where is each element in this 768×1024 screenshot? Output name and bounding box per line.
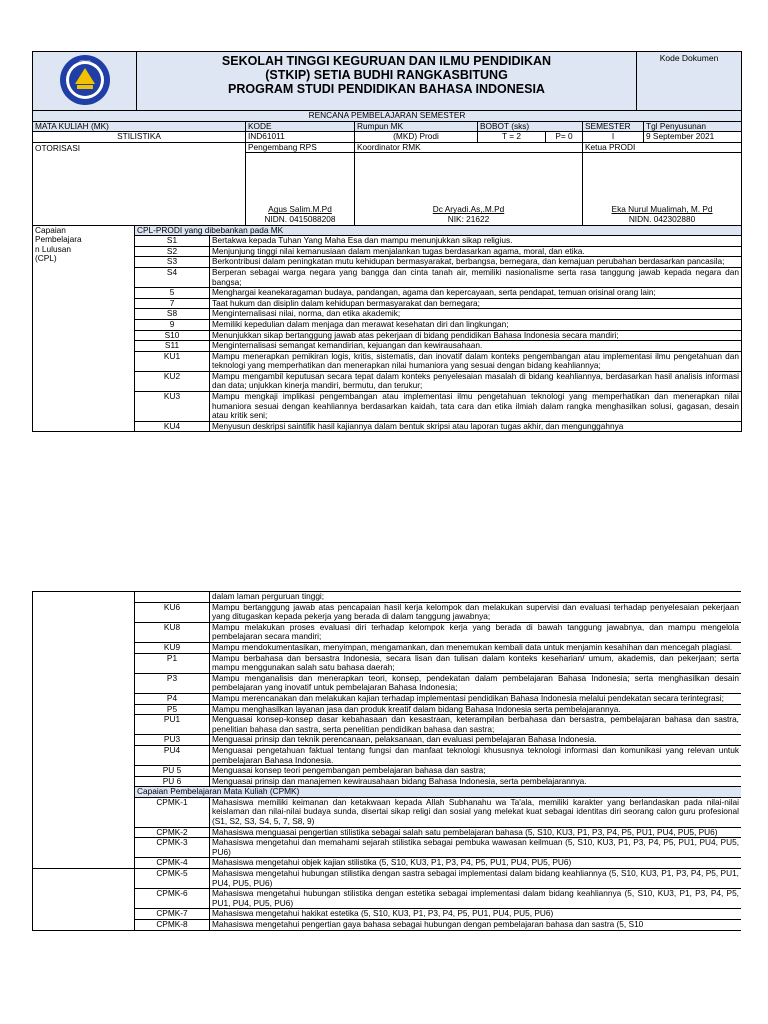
signature-space-2 (355, 153, 583, 206)
cpl-item-code: KU4 (135, 421, 210, 432)
cpl-item-code: P5 (135, 704, 210, 715)
cpl-item-row (33, 653, 742, 673)
cpmk-item-description: Mahasiswa menguasai pengertian stilistika sebagai salah satu pembelajaran bahasa (5, S10, KU3, P1, P3, P4, P5, PU1, PU4, PU5, PU6) (210, 827, 742, 838)
cpl-item-code: KU6 (135, 602, 210, 622)
bobot-p-value: P= 0 (546, 132, 583, 143)
title-line-3: PROGRAM STUDI PENDIDIKAN BAHASA INDONESIA (228, 82, 545, 96)
cpl-item-description: Menginternalisasi semangat kemandirian, kejuangan dan kewirausahaan. (210, 341, 742, 352)
mk-value: STILISTIKA (33, 132, 246, 143)
document-page-1 (32, 51, 741, 527)
cpl-item-description: Bertakwa kepada Tuhan Yang Maha Esa dan mampu menunjukkan sikap religius. (210, 236, 742, 247)
rps-info-table (32, 111, 742, 226)
ketua-nidn: NIDN. 042302880 (628, 213, 696, 224)
pengembang-signature (246, 205, 355, 225)
otorisasi-label: OTORISASI (33, 142, 246, 225)
cpl-item-row (33, 267, 742, 287)
cpl-item-code: S10 (135, 330, 210, 341)
cpmk-item-code: CPMK-6 (135, 889, 210, 909)
stkip-logo-icon (59, 54, 111, 106)
cpl-item-code: KU8 (135, 622, 210, 642)
rumpun-value: (MKD) Prodi (355, 132, 478, 143)
cpl-item-row (33, 766, 742, 777)
kode-value: IND61011 (246, 132, 355, 143)
title-line-1: SEKOLAH TINGGI KEGURUAN DAN ILMU PENDIDIKAN (221, 54, 552, 68)
cpl-table-page-2 (32, 591, 741, 931)
cpl-item-description: Mampu berbahasa dan bersastra Indonesia, secara lisan dan tulisan dalam konteks keseharian/ umum, akademis, dan pekerjaan; serta mampu menggunakan salah satu bahasa daerah; (210, 653, 742, 673)
cpmk-item-description: Mahasiswa mengetahui objek kajian stilistika (5, S10, KU3, P1, P3, P4, P5, PU1, PU4, PU5, PU6) (210, 858, 742, 869)
pengembang-nidn: NIDN. 0415088208 (264, 213, 336, 224)
cpmk-item-row (33, 838, 742, 858)
cpmk-item-row (33, 797, 742, 827)
cpl-item-code: PU3 (135, 735, 210, 746)
cpl-item-row (33, 330, 742, 341)
cpl-item-code: KU1 (135, 351, 210, 371)
cpl-item-code: S4 (135, 267, 210, 287)
cpl-item-code: S2 (135, 246, 210, 257)
cpmk-item-code: CPMK-5 (135, 869, 210, 889)
cpl-item-code: PU 5 (135, 766, 210, 777)
cpl-item-code: 7 (135, 298, 210, 309)
cpl-item-description: dalam laman perguruan tinggi; (210, 592, 742, 603)
cpl-header: CPL-PRODI yang dibebankan pada MK (135, 226, 742, 236)
institution-title (137, 52, 637, 111)
cpl-item-description: Berperan sebagai warga negara yang bangga dan cinta tanah air, memiliki nasionalisme serta rasa tanggung jawab kepada negara dan bangsa; (210, 267, 742, 287)
semester-value: I (583, 132, 644, 143)
cpl-item-row (33, 776, 742, 787)
header-table (32, 51, 742, 111)
rps-title: RENCANA PEMBELAJARAN SEMESTER (33, 111, 742, 121)
cpl-item-description: Mampu melakukan proses evaluasi diri terhadap kelompok kerja yang berada di bawah tanggung jawabnya, dan mampu mengelola pembelajaran secara mandiri; (210, 622, 742, 642)
cpmk-item-code: CPMK-4 (135, 858, 210, 869)
cpl-item-description: Menghargai keanekaragaman budaya, pandangan, agama dan kepercayaan, serta pendapat, temuan orisinal orang lain; (210, 288, 742, 299)
cpl-item-description: Menguasai prinsip dan teknik perencanaan, pelaksanaan, dan evaluasi pembelajaran Bahasa Indonesia. (210, 735, 742, 746)
cpmk-item-description: Mahasiswa mengetahui hubungan stilistika dengan sastra sebagai implementasi dalam bidang keahliannya (5, S10, KU3, P1, P3, P4, P5, PU1, PU4, PU5, PU6) (210, 869, 742, 889)
cpmk-item-row (33, 869, 742, 889)
pengembang-label: Pengembang RPS (246, 142, 355, 153)
cpmk-item-row (33, 827, 742, 838)
cpl-item-code: PU 6 (135, 776, 210, 787)
cpl-item-row (33, 622, 742, 642)
mk-header: MATA KULIAH (MK) (33, 121, 246, 132)
cpl-item-row (33, 673, 742, 693)
cpl-item-description: Mampu mengkaji implikasi pengembangan atau implementasi ilmu pengetahuan teknologi yang memperhatikan dan menerapkan nilai humaniora sesuai dengan keahliannya berdasarkan kaidah, tata cara dan etika ilmiah dalam rangka menghasilkan solusi, gagasan, desain atau kritik seni; (210, 392, 742, 422)
ketua-name: Eka Nurul Mualimah, M. Pd (611, 205, 713, 215)
cpmk-item-row (33, 920, 742, 931)
cpl-item-description: Menjunjung tinggi nilai kemanusiaan dalam menjalankan tugas berdasarkan agama, moral, dan etika. (210, 246, 742, 257)
cpl-item-description: Mampu mendokumentasikan, menyimpan, mengamankan, dan menemukan kembali data untuk menjamin kesahihan dan mencegah plagiasi. (210, 642, 742, 653)
koordinator-name: Dc Aryadi.As,.M.Pd (432, 205, 505, 215)
cpl-item-description: Menguasai pengetahuan faktual tentang fungsi dan manfaat teknologi khususnya teknologi informasi dan komunikasi yang relevan untuk pembelajaran Bahasa Indonesia. (210, 745, 742, 765)
signature-space-1 (246, 153, 355, 206)
cpl-table-page-1 (32, 226, 742, 433)
bobot-t-value: T = 2 (478, 132, 546, 143)
cpmk-label-blank (33, 869, 135, 931)
cpmk-item-row (33, 889, 742, 909)
document-page-2 (32, 591, 741, 1024)
cpl-item-row (33, 735, 742, 746)
cpl-item-row (33, 309, 742, 320)
signature-space-3 (583, 153, 742, 206)
cpl-item-description: Taat hukum dan disiplin dalam kehidupan bermasyarakat dan bernegara; (210, 298, 742, 309)
cpl-item-row (33, 371, 742, 391)
cpl-item-row (33, 351, 742, 371)
cpl-item-code: S8 (135, 309, 210, 320)
cpl-item-code: 9 (135, 319, 210, 330)
cpl-item-row (33, 642, 742, 653)
cpl-item-description: Menyusun deskripsi saintifik hasil kajiannya dalam bentuk skripsi atau laporan tugas akhir, dan mengunggahnya (210, 421, 742, 432)
cpl-label: Capaian Pembelajara n Lulusan (CPL) (33, 226, 135, 432)
kode-dokumen: Kode Dokumen (637, 52, 742, 111)
cpl-item-code: S3 (135, 257, 210, 268)
cpmk-item-code: CPMK-7 (135, 909, 210, 920)
koordinator-signature (355, 205, 583, 225)
cpmk-item-code: CPMK-1 (135, 797, 210, 827)
cpl-item-code (135, 592, 210, 603)
cpl-item-description: Menguasai konsep-konsep dasar kebahasaan dan kesastraan, keterampilan berbahasa dan bersastra, pembelajaran bahasa dan sastra, penelitian bahasa dan sastra, serta penelitian pendidikan bahasa dan sastra; (210, 715, 742, 735)
cpl-label-continued (33, 592, 135, 869)
ketua-signature (583, 205, 742, 225)
cpmk-item-code: CPMK-8 (135, 920, 210, 931)
cpl-item-code: P3 (135, 673, 210, 693)
tgl-header: Tgl Penyusunan (644, 121, 742, 132)
cpl-item-code: KU2 (135, 371, 210, 391)
cpl-item-code: 5 (135, 288, 210, 299)
cpl-item-code: PU4 (135, 745, 210, 765)
cpl-item-code: P1 (135, 653, 210, 673)
cpl-item-description: Mampu menerapkan pemikiran logis, kritis, sistematis, dan inovatif dalam konteks pengembangan atau implementasi ilmu pengetahuan dan teknologi yang memperhatikan dan menerapkan nilai humaniora yang sesuai dengan bidang keahliannya; (210, 351, 742, 371)
cpl-item-row (33, 715, 742, 735)
bobot-header: BOBOT (sks) (478, 121, 583, 132)
cpl-item-row (33, 704, 742, 715)
tgl-value: 9 September 2021 (644, 132, 742, 143)
cpl-item-row (33, 319, 742, 330)
ketua-label: Ketua PRODI (583, 142, 742, 153)
koordinator-nik: NIK: 21622 (447, 213, 490, 224)
cpl-item-row (33, 257, 742, 268)
cpmk-item-code: CPMK-2 (135, 827, 210, 838)
cpmk-item-description: Mahasiswa mengetahui hakikat estetika (5, S10, KU3, P1, P3, P4, P5, PU1, PU4, PU5, PU6) (210, 909, 742, 920)
cpl-item-description: Berkontribusi dalam peningkatan mutu kehidupan bermasyarakat, berbangsa, bernegara, dan kemajuan perubahan berdasarkan pancasila; (210, 257, 742, 268)
cpl-item-row (33, 246, 742, 257)
cpmk-item-row (33, 909, 742, 920)
cpl-item-description: Mampu menghasilkan layanan jasa dan produk kreatif dalam bidang Bahasa Indonesia serta pembelajarannya. (210, 704, 742, 715)
cpl-item-code: KU3 (135, 392, 210, 422)
cpl-item-description: Mampu bertanggung jawab atas pencapaian hasil kerja kelompok dan melakukan supervisi dan evaluasi terhadap penyelesaian pekerjaan yang ditugaskan kepada pekerja yang berada di dalam tanggung jawabnya; (210, 602, 742, 622)
cpl-item-description: Mampu mengambil keputusan secara tepat dalam konteks penyelesaian masalah di bidang keahliannya, berdasarkan hasil analisis informasi dan data; unjukkan kinerja mandiri, bermutu, dan terukur; (210, 371, 742, 391)
pengembang-name: Agus Salim.M.Pd (268, 205, 332, 215)
title-line-2: (STKIP) SETIA BUDHI RANGKASBITUNG (265, 68, 508, 82)
cpl-item-description: Menguasai prinsip dan manajemen kewirausahaan bidang Bahasa Indonesia, serta pembelajarannya. (210, 776, 742, 787)
cpl-item-row (33, 421, 742, 432)
rumpun-header: Rumpun MK (355, 121, 478, 132)
cpl-item-row (33, 602, 742, 622)
cpl-item-code: S1 (135, 236, 210, 247)
cpmk-item-description: Mahasiswa mengetahui hubungan stilistika dengan estetika sebagai implementasi dalam bidang keahliannya (5, S10, KU3, P1, P3, P4, P5, PU1, PU4, PU5, PU6) (210, 889, 742, 909)
cpmk-item-description: Mahasiswa mengetahui pengertian gaya bahasa sebagai hubungan dengan pembelajaran bahasa dan sastra (5, S10 (210, 920, 742, 931)
cpl-item-description: Menginternalisasi nilai, norma, dan etika akademik; (210, 309, 742, 320)
cpl-item-row (33, 288, 742, 299)
cpl-item-description: Mampu menganalisis dan menerapkan teori, konsep, pendekatan dalam pembelajaran Bahasa Indonesia; serta menghasilkan desain pembelajaran yang inovatif untuk pembelajaran Bahasa Indonesia; (210, 673, 742, 693)
cpmk-item-row (33, 858, 742, 869)
cpl-item-description: Mampu merencanakan dan melakukan kajian terhadap implementasi pendidikan Bahasa Indonesia melalui pendekatan secara terintegrasi; (210, 693, 742, 704)
logo-cell (33, 52, 137, 111)
semester-header: SEMESTER (583, 121, 644, 132)
cpl-item-code: PU1 (135, 715, 210, 735)
cpl-item-row (33, 341, 742, 352)
cpl-item-code: P4 (135, 693, 210, 704)
cpmk-header: Capaian Pembelajaran Mata Kuliah (CPMK) (135, 787, 742, 798)
cpl-item-row (33, 298, 742, 309)
kode-header: KODE (246, 121, 355, 132)
cpl-item-row (33, 745, 742, 765)
cpl-item-description: Menguasai konsep teori pengembangan pembelajaran bahasa dan sastra; (210, 766, 742, 777)
cpl-item-description: Menunjukkan sikap bertanggung jawab atas pekerjaan di bidang pendidikan Bahasa Indonesia secara mandiri; (210, 330, 742, 341)
cpmk-item-description: Mahasiswa mengetahui dan memahami sejarah stilistika sebagai pembuka wawasan keilmuan (5, S10, KU3, P1, P3, P4, P5, PU1, PU4, PU5, PU6) (210, 838, 742, 858)
cpl-item-description: Memiliki kepedulian dalam menjaga dan merawat kesehatan diri dan lingkungan; (210, 319, 742, 330)
cpmk-item-code: CPMK-3 (135, 838, 210, 858)
logo-text: STKIP (78, 59, 91, 65)
cpl-item-row (33, 236, 742, 247)
cpmk-item-description: Mahasiswa memiliki keimanan dan ketakwaan kepada Allah Subhanahu wa Ta'ala, memiliki karakter yang berlandaskan pada nilai-nilai keislaman dan nilai-nilai budaya sunda, disertai sikap religi dan sosial yang melekat kuat sebagai identitas diri seorang calon guru profesional (S1, S2, S3, S4, 5, 7, S8, 9) (210, 797, 742, 827)
cpl-item-code: KU9 (135, 642, 210, 653)
koordinator-label: Koordinator RMK (355, 142, 583, 153)
cpl-item-row (33, 392, 742, 422)
cpl-item-code: S11 (135, 341, 210, 352)
cpl-item-row (33, 693, 742, 704)
